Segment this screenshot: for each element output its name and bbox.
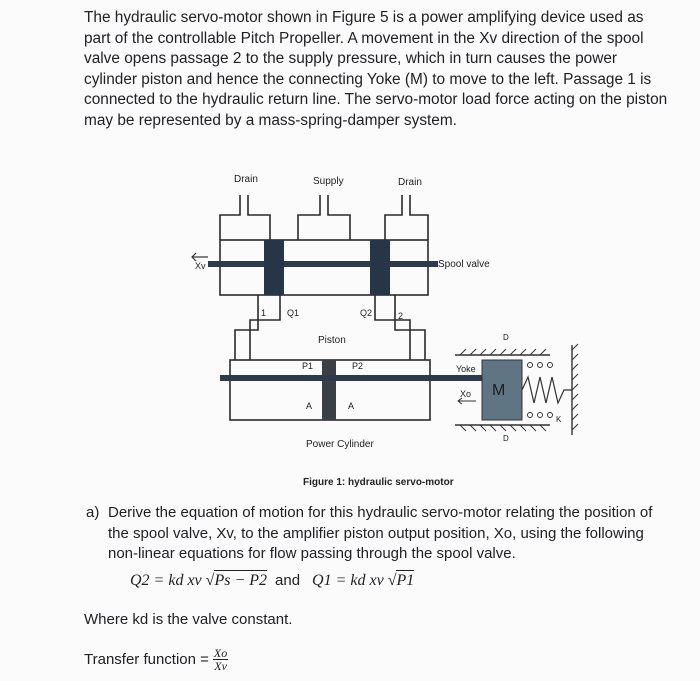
question-label: a)	[86, 504, 100, 521]
label-spring: K	[556, 415, 562, 424]
transfer-numerator: Xo	[213, 646, 228, 660]
label-area-right: A	[348, 401, 355, 411]
label-damper-top: D	[503, 333, 509, 342]
figure-caption: Figure 1: hydraulic servo-motor	[303, 477, 454, 488]
label-p2: P2	[352, 361, 364, 371]
piston	[322, 360, 336, 420]
servo-motor-diagram	[180, 165, 600, 465]
transfer-function	[84, 647, 228, 672]
transfer-denominator: Xv	[214, 659, 227, 673]
spool-land-right	[370, 240, 390, 295]
problem-intro: The hydraulic servo-motor shown in Figure 5 is a power amplifying device used as part of the controllable Pitch Propeller. A movement in the Xv direction of the spool valve opens passage 2 to the supply pressure, which in turn causes the power cylinder piston and hence the connecting Yoke (M) to move to the left. Passage 1 is connected to the hydraulic return line. The servo-motor load force acting on the piston may be represented by a mass-spring-damper system.	[84, 9, 668, 129]
question-a	[86, 503, 674, 565]
label-spool-valve: Spool valve	[438, 259, 490, 270]
label-port-2: 2	[398, 311, 404, 321]
spool-land-left	[264, 240, 284, 295]
transfer-label: Transfer function =	[84, 651, 209, 668]
label-power-cylinder: Power Cylinder	[306, 439, 374, 450]
label-piston: Piston	[318, 335, 346, 346]
label-xo: Xo	[460, 389, 472, 399]
eq-q2-root: Ps − P2	[214, 572, 268, 589]
eq-q1-root: P1	[396, 572, 415, 589]
eq-q1-lhs: Q1 = kd xv	[312, 572, 384, 589]
eq-and: and	[275, 572, 301, 589]
eq-q2-lhs: Q2 = kd xv	[130, 572, 202, 589]
label-damper-bottom: D	[503, 434, 509, 443]
label-q1: Q1	[287, 308, 300, 318]
flow-equations: Q2 = kd xv √Ps − P2 and Q1 = kd xv √P1	[130, 572, 415, 589]
label-xv: Xv	[195, 261, 206, 271]
spool-rod	[208, 261, 438, 267]
label-yoke: Yoke	[456, 364, 476, 374]
label-supply: Supply	[313, 176, 344, 187]
label-drain-left: Drain	[234, 174, 258, 185]
valve-constant-note: Where kd is the valve constant.	[84, 611, 293, 628]
transfer-fraction	[213, 647, 228, 672]
question-text: Derive the equation of motion for this hydraulic servo-motor relating the position of the spool valve, Xv, to the amplifier piston output position, Xo, using the following non-linear equations for flow passing through the spool valve.	[108, 504, 653, 562]
piston-rod	[220, 375, 482, 381]
label-area-left: A	[306, 401, 313, 411]
label-drain-right: Drain	[398, 177, 422, 188]
label-p1: P1	[302, 361, 314, 371]
label-port-1: 1	[261, 308, 267, 318]
label-q2: Q2	[360, 308, 373, 318]
label-mass: M	[492, 382, 506, 399]
spring	[522, 377, 572, 403]
